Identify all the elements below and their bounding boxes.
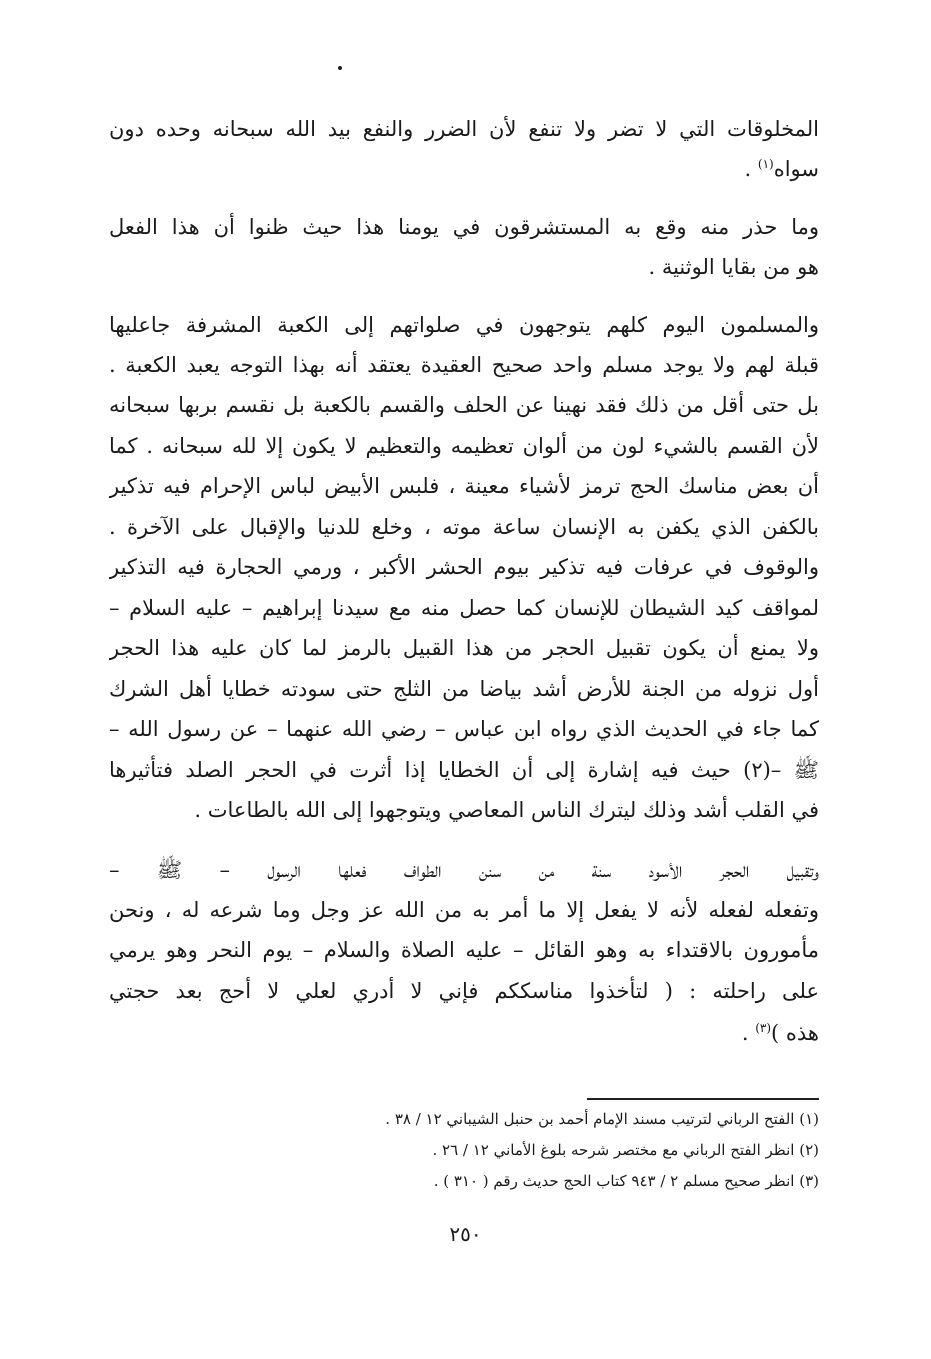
text-line: المخلوقات التي لا تضر ولا تنفع لأن الضرر والنفع بيد الله سبحانه وحده دون bbox=[109, 117, 819, 141]
text-line: بل حتى أقل من ذلك فقد نهينا عن الحلف والقسم بالكعبة بل نقسم بربها سبحانه bbox=[109, 393, 819, 417]
text-line: وتفعله لفعله لأنه لا يفعل إلا ما أمر به من الله عز وجل وما شرعه له ، ونحن bbox=[109, 898, 819, 922]
text-line: على راحلته : ( لتأخذوا مناسككم فإني لا أدري لعلي لا أحج بعد حجتي bbox=[109, 979, 819, 1003]
text-line: مأمورون بالاقتداء به وهو القائل – عليه الصلاة والسلام – يوم النحر وهو يرمي bbox=[109, 938, 819, 962]
text-line: أول نزوله من الجنة للأرض أشد بياضا من الثلج حتى سودته خطايا أهل الشرك bbox=[109, 677, 819, 701]
text-line: لأن القسم بالشيء لون من ألوان تعظيمه والتعظيم لا يكون إلا لله سبحانه . كما bbox=[109, 434, 819, 458]
footnote: (٣) انظر صحيح مسلم ٢ / ٩٤٣ كتاب الحج حديث رقم ( ٣١٠ ) . bbox=[433, 1172, 819, 1190]
text-line: لمواقف كيد الشيطان للإنسان كما حصل منه مع سيدنا إبراهيم – عليه السلام – bbox=[109, 596, 819, 620]
text-line: والمسلمون اليوم كلهم يتوجهون في صلواتهم إلى الكعبة المشرفة جاعليها bbox=[109, 313, 819, 337]
text-line: وتقبيل الحجر الأسود سنة من سنن الطواف فعلها الرسول – ﷺ – bbox=[109, 858, 819, 882]
footnote: (٢) انظر الفتح الرباني مع مختصر شرحه بلوغ الأماني ١٢ / ٢٦ . bbox=[432, 1141, 819, 1159]
footnote-ref: (١) bbox=[757, 157, 774, 171]
text-line: وما حذر منه وقع به المستشرقون في يومنا هذا حيث ظنوا أن هذا الفعل bbox=[109, 215, 819, 239]
text-line: ﷺ –(٢) حيث فيه إشارة إلى أن الخطايا إذا أثرت في الحجر الصلد فتأثيرها bbox=[109, 758, 819, 782]
footnote-separator bbox=[587, 1098, 819, 1100]
text-line: بالكفن الذي يكفن به الإنسان ساعة موته ، وخلع للدنيا والإقبال على الآخرة . bbox=[109, 515, 819, 539]
text-line: ولا يمنع أن يكون تقبيل الحجر من هذا القبيل بالرمز لما كان عليه هذا الحجر bbox=[109, 636, 819, 660]
text-line: كما جاء في الحديث الذي رواه ابن عباس – رضي الله عنهما – عن رسول الله – bbox=[109, 717, 819, 741]
footnote: (١) الفتح الرباني لترتيب مسند الإمام أحمد بن حنبل الشيباني ١٢ / ٣٨ . bbox=[385, 1110, 819, 1128]
text-line: هذه )$^{(٣)}$ . bbox=[741, 1021, 819, 1045]
text-line: سواه$^{(١)}$ . bbox=[744, 157, 819, 181]
footnote-ref: (٣) bbox=[755, 1021, 772, 1035]
text-line: هو من بقايا الوثنية . bbox=[648, 255, 819, 279]
text-line: والوقوف في عرفات فيه تذكير بيوم الحشر الأكبر ، ورمي الحجارة فيه التذكير bbox=[109, 555, 819, 579]
page-number: ٢٥٠ bbox=[449, 1222, 482, 1246]
scan-dot bbox=[338, 66, 342, 70]
text-line: أن بعض مناسك الحج ترمز لأشياء معينة ، فلبس الأبيض لباس الإحرام فيه تذكير bbox=[109, 474, 819, 498]
text-line: في القلب أشد وذلك ليترك الناس المعاصي ويتوجهوا إلى الله بالطاعات . bbox=[194, 798, 819, 822]
text-line: قبلة لهم ولا يوجد مسلم واحد صحيح العقيدة يعتقد أنه بهذا التوجه يعبد الكعبة . bbox=[109, 353, 819, 377]
